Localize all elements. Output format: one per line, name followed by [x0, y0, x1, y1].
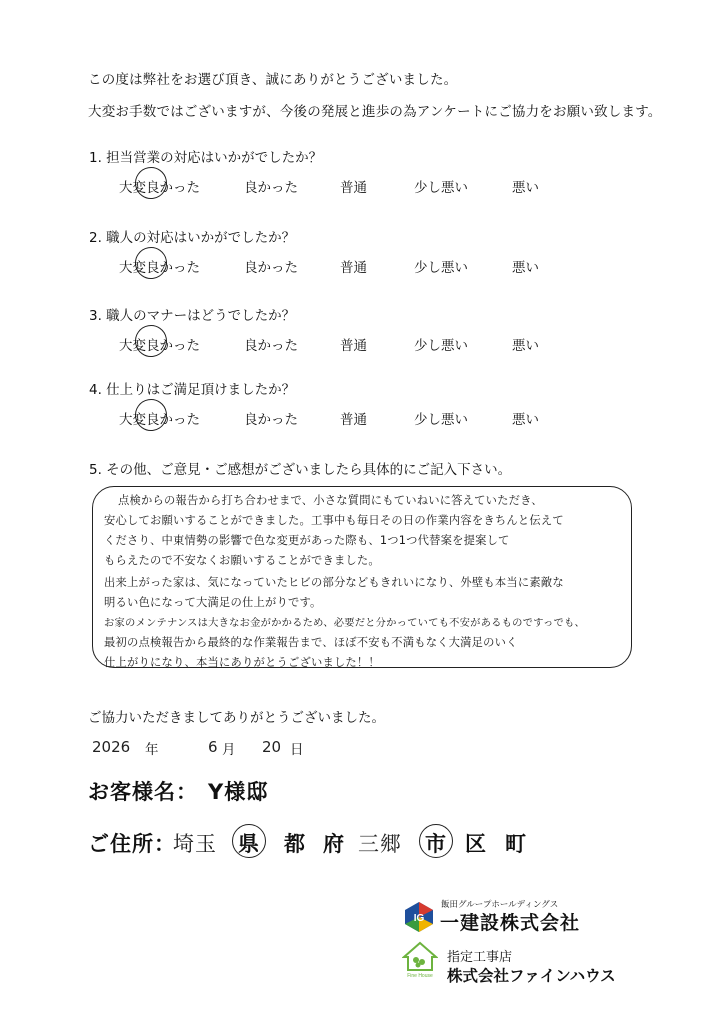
- intro-line-1: この度は弊社をお選び頂き、誠にありがとうございました。: [88, 72, 458, 88]
- question-2-options: [0, 256, 724, 276]
- comment-line: 最初の点検報告から最終的な作業報告まで、ほぼ不安も不満もなく大満足のいく: [104, 636, 518, 649]
- ig-logo-letters: IG: [413, 913, 425, 924]
- option-good[interactable]: 良かった: [244, 412, 298, 428]
- option-slightly-bad[interactable]: 少し悪い: [414, 180, 468, 196]
- contractor-label: 指定工事店: [447, 949, 513, 964]
- option-average[interactable]: 普通: [340, 260, 367, 276]
- option-slightly-bad[interactable]: 少し悪い: [414, 338, 468, 354]
- comment-line: くださり、中東情勢の影響で色な変更があった際も、1つ1つ代替案を提案して: [104, 534, 510, 547]
- option-very-good[interactable]: 大変良かった: [119, 260, 200, 276]
- address-city-hand: 三郷: [358, 832, 402, 856]
- option-average[interactable]: 普通: [340, 338, 367, 354]
- option-good[interactable]: 良かった: [244, 260, 298, 276]
- option-bad[interactable]: 悪い: [512, 180, 539, 196]
- question-2: 2. 職人の対応はいかがでしたか？: [89, 230, 296, 246]
- pref-unit-to: 都: [284, 832, 306, 856]
- option-very-good[interactable]: 大変良かった: [119, 338, 200, 354]
- question-3: 3. 職人のマナーはどうでしたか？: [89, 308, 296, 324]
- question-1-options: [0, 176, 724, 196]
- option-bad[interactable]: 悪い: [512, 412, 539, 428]
- option-good[interactable]: 良かった: [244, 180, 298, 196]
- contractor-name: 株式会社ファインハウス: [447, 968, 616, 985]
- date-year-value: 2026: [92, 738, 131, 756]
- option-very-good[interactable]: 大変良かった: [119, 412, 200, 428]
- date-month-value: 6: [208, 738, 218, 756]
- ig-logo-icon: [405, 902, 433, 932]
- question-1: 1. 担当営業の対応はいかがでしたか？: [89, 150, 323, 166]
- date-year-unit: 年: [145, 742, 159, 758]
- question-4-options: [0, 408, 724, 428]
- fine-house-logo-icon: [402, 940, 438, 978]
- question-3-options: [0, 334, 724, 354]
- question-4: 4. 仕上りはご満足頂けましたか？: [89, 382, 296, 398]
- comment-line: お家のメンテナンスは大きなお金がかかるため、必要だと分かっていても不安があるものですっでも、: [104, 617, 585, 629]
- option-very-good[interactable]: 大変良かった: [119, 180, 200, 196]
- option-bad[interactable]: 悪い: [512, 260, 539, 276]
- pref-unit-fu: 府: [323, 832, 345, 856]
- city-unit-shi: 市: [425, 832, 447, 856]
- address-label: ご住所：: [88, 832, 176, 856]
- pref-unit-ken: 県: [238, 832, 260, 856]
- address-prefecture-hand: 埼玉: [173, 832, 217, 856]
- group-name: 飯田グループホールディングス: [441, 899, 559, 909]
- option-good[interactable]: 良かった: [244, 338, 298, 354]
- intro-line-2: 大変お手数ではございますが、今後の発展と進歩の為アンケートにご協力をお願い致します。: [88, 104, 662, 120]
- comment-line: 点検からの報告から打ち合わせまで、小さな質問にもていねいに答えていただき、: [118, 494, 543, 507]
- option-slightly-bad[interactable]: 少し悪い: [414, 260, 468, 276]
- comment-line: 明るい色になって大満足の仕上がりです。: [104, 596, 322, 609]
- customer-value: Y様邸: [208, 780, 269, 804]
- comment-line: 安心してお願いすることができました。工事中も毎日その日の作業内容をきちんと伝えて: [104, 514, 564, 527]
- city-unit-cho: 町: [505, 832, 527, 856]
- customer-label: お客様名：: [88, 780, 198, 804]
- date-month-unit: 月: [222, 742, 236, 758]
- comment-line: もらえたので不安なくお願いすることができました。: [104, 554, 380, 567]
- date-day-unit: 日: [290, 742, 304, 758]
- option-average[interactable]: 普通: [340, 180, 367, 196]
- comment-line: 仕上がりになり、本当にありがとうございました！！: [104, 656, 380, 669]
- comment-line: 出来上がった家は、気になっていたヒビの部分などもきれいになり、外壁も本当に素敵な: [104, 576, 564, 589]
- company-name: 一建設株式会社: [440, 913, 581, 934]
- option-average[interactable]: 普通: [340, 412, 367, 428]
- option-slightly-bad[interactable]: 少し悪い: [414, 412, 468, 428]
- question-5: 5. その他、ご意見・ご感想がございましたら具体的にご記入下さい。: [89, 462, 512, 478]
- city-unit-ku: 区: [465, 832, 487, 856]
- thanks-text: ご協力いただきましてありがとうございました。: [88, 710, 385, 726]
- date-day-value: 20: [262, 738, 282, 756]
- fine-house-logo-text: Fine House: [407, 973, 433, 978]
- option-bad[interactable]: 悪い: [512, 338, 539, 354]
